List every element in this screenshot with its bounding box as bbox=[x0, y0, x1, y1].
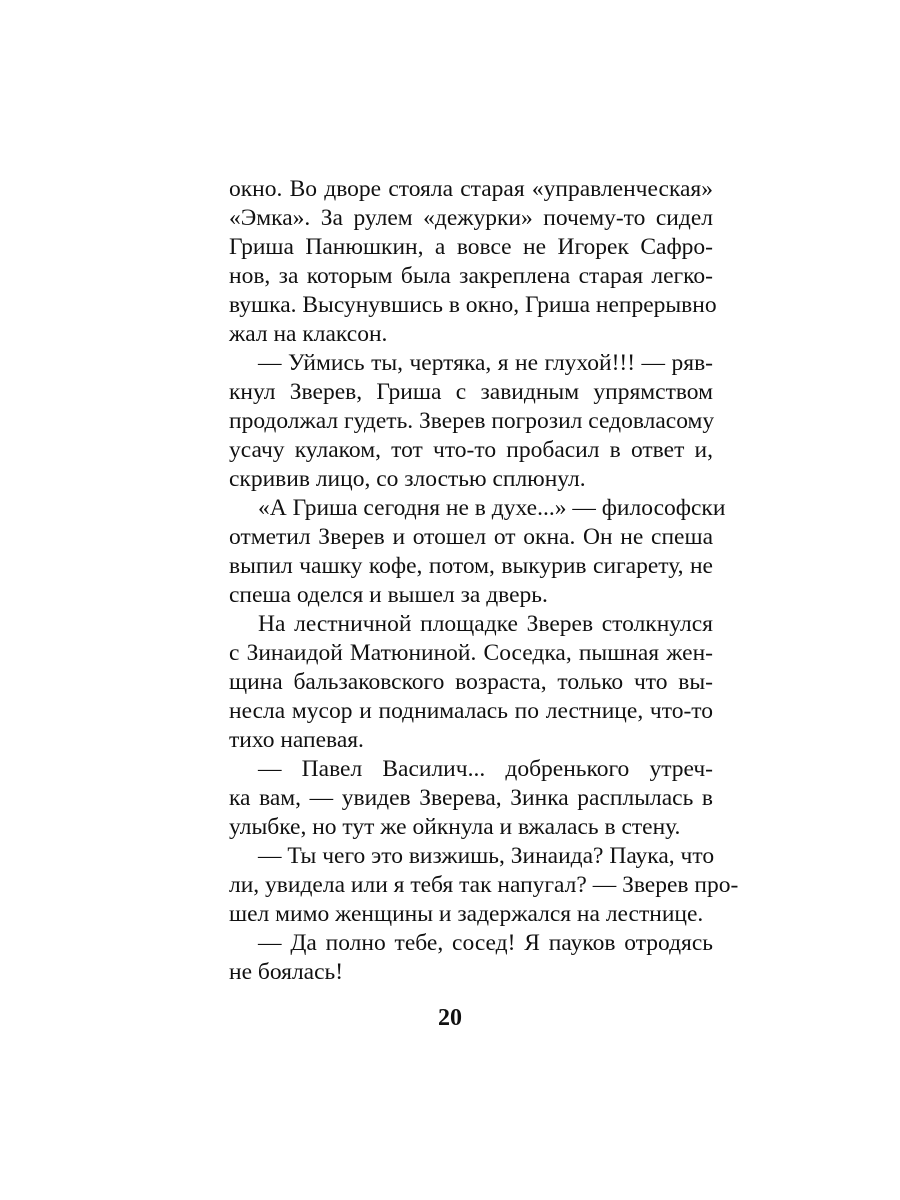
text-line: спеша оделся и вышел за дверь. bbox=[229, 582, 548, 608]
text-line: тихо напевая. bbox=[229, 727, 364, 753]
text-line: с Зинаидой Матюниной. Соседка, пышная жен- bbox=[229, 640, 713, 666]
text-line: усачу кулаком, тот что-то пробасил в ответ и, bbox=[229, 437, 713, 463]
paragraph bbox=[229, 842, 739, 929]
text-line: — Да полно тебе, сосед! Я пауков отродясь bbox=[258, 930, 713, 956]
text-line: улыбке, но тут же ойкнула и вжалась в стену. bbox=[229, 814, 681, 840]
text-line: вушка. Высунувшись в окно, Гриша непрерывно bbox=[229, 292, 717, 318]
text-line: не боялась! bbox=[229, 959, 344, 985]
text-line: выпил чашку кофе, потом, выкурив сигарету, не bbox=[229, 553, 713, 579]
paragraph bbox=[229, 175, 717, 349]
text-line: продолжал гудеть. Зверев погрозил седовласому bbox=[229, 408, 715, 434]
paragraph bbox=[229, 610, 713, 755]
text-line: кнул Зверев, Гриша с завидным упрямством bbox=[229, 379, 713, 405]
text-line: Гриша Панюшкин, а вовсе не Игорек Сафро- bbox=[229, 234, 713, 260]
text-line: нов, за которым была закреплена старая легко- bbox=[229, 263, 713, 289]
text-line: На лестничной площадке Зверев столкнулся bbox=[258, 611, 713, 637]
paragraph bbox=[229, 349, 713, 494]
text-line: несла мусор и поднималась по лестнице, что-то bbox=[229, 698, 713, 724]
body-text bbox=[229, 175, 739, 987]
text-line: скривив лицо, со злостью сплюнул. bbox=[229, 466, 586, 492]
text-line: — Ты чего это визжишь, Зинаида? Паука, что bbox=[258, 843, 715, 869]
text-line: жал на клаксон. bbox=[229, 321, 388, 347]
text-line: ка вам, — увидев Зверева, Зинка расплылась в bbox=[229, 785, 713, 811]
text-line: шел мимо женщины и задержался на лестнице. bbox=[229, 901, 704, 927]
text-line: щина бальзаковского возраста, только что вы- bbox=[229, 669, 713, 695]
paragraph bbox=[229, 929, 713, 987]
text-line: «Эмка». За рулем «дежурки» почему-то сидел bbox=[229, 205, 713, 231]
paragraph bbox=[229, 755, 713, 842]
text-line: «А Гриша сегодня не в духе...» — философски bbox=[258, 495, 726, 521]
text-line: ли, увидела или я тебя так напугал? — Зверев про- bbox=[229, 872, 739, 898]
text-line: — Павел Василич... добренького утреч- bbox=[258, 756, 713, 782]
page-number: 20 bbox=[438, 1005, 462, 1031]
text-line: окно. Во дворе стояла старая «управленческая» bbox=[229, 176, 713, 202]
paragraph bbox=[229, 494, 726, 610]
text-line: отметил Зверев и отошел от окна. Он не спеша bbox=[229, 524, 713, 550]
text-line: — Уймись ты, чертяка, я не глухой!!! — ряв- bbox=[258, 350, 713, 376]
